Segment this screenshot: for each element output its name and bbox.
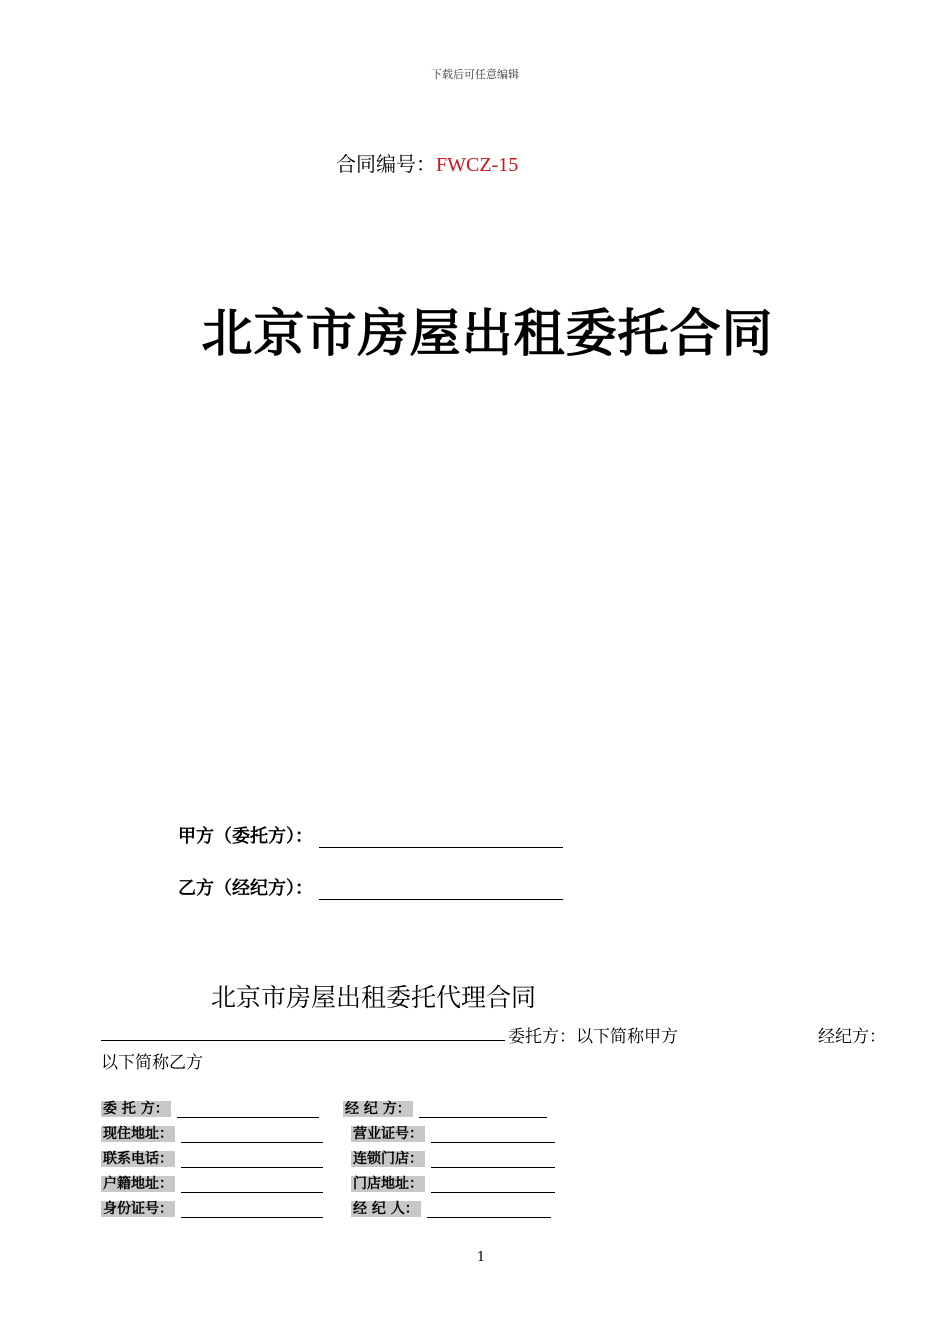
field-blank[interactable] [427, 1203, 551, 1218]
party-b-label: 乙方（经纪方）： [178, 878, 313, 899]
field-principal [101, 1098, 319, 1118]
field-blank[interactable] [181, 1153, 323, 1168]
field-blank[interactable] [181, 1178, 323, 1193]
field-blank[interactable] [419, 1103, 547, 1118]
field-label: 连锁门店： [353, 1151, 423, 1167]
field-current-address [101, 1123, 323, 1143]
field-label: 委 托 方： [103, 1101, 169, 1117]
field-label: 户籍地址： [103, 1176, 173, 1192]
contract-number [336, 148, 518, 177]
field-id-number [101, 1198, 323, 1218]
field-phone [101, 1148, 323, 1168]
field-label: 经 纪 人： [353, 1201, 419, 1217]
field-label: 经 纪 方： [345, 1101, 411, 1117]
field-store-address [351, 1173, 555, 1193]
contract-number-value: FWCZ-15 [436, 154, 519, 176]
field-label: 身份证号： [103, 1201, 173, 1217]
field-household-address [101, 1173, 323, 1193]
intro-principal: 委托方：以下简称甲方 [508, 1027, 678, 1047]
party-a-label: 甲方（委托方）： [178, 826, 313, 847]
intro-broker: 经纪方： [818, 1027, 886, 1047]
field-blank[interactable] [431, 1128, 555, 1143]
party-a-row [178, 822, 563, 848]
intro-broker-cont: 以下简称乙方 [101, 1053, 203, 1073]
party-b-row [178, 874, 563, 900]
page-number: 1 [476, 1250, 486, 1265]
party-b-blank[interactable] [319, 881, 563, 900]
main-title: 北京市房屋出租委托合同 [201, 305, 774, 364]
field-agent [351, 1198, 551, 1218]
party-a-blank[interactable] [319, 829, 563, 848]
contract-number-label: 合同编号： [336, 152, 436, 176]
field-chain-store [351, 1148, 555, 1168]
intro-underline [101, 1040, 505, 1041]
field-blank[interactable] [431, 1178, 555, 1193]
header-note: 下载后可任意编辑 [431, 68, 519, 81]
field-blank[interactable] [181, 1203, 323, 1218]
field-label: 联系电话： [103, 1151, 173, 1167]
field-blank[interactable] [181, 1128, 323, 1143]
field-blank[interactable] [177, 1103, 319, 1118]
field-label: 门店地址： [353, 1176, 423, 1192]
field-label: 营业证号： [353, 1126, 423, 1142]
field-broker [343, 1098, 547, 1118]
sub-title: 北京市房屋出租委托代理合同 [211, 983, 537, 1012]
field-blank[interactable] [431, 1153, 555, 1168]
field-business-license [351, 1123, 555, 1143]
field-label: 现住地址： [103, 1126, 173, 1142]
